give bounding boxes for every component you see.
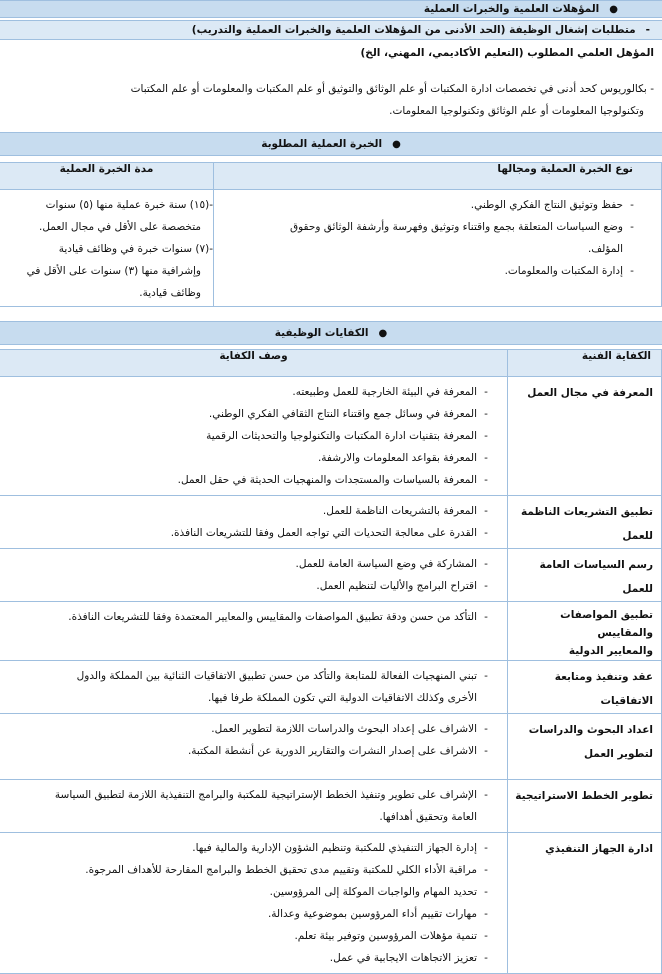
list-item: -إدارة المكتبات والمعلومات. bbox=[504, 265, 634, 277]
competency-row bbox=[0, 780, 662, 833]
experience-types-cell bbox=[214, 190, 662, 307]
competency-description bbox=[0, 549, 508, 602]
list-item: -التأكد من حسن ودقة تطبيق المواصفات والمقاييس والمعايير المعتمدة وفقا للتشريعات النافذة. bbox=[68, 611, 488, 623]
list-item: -المعرفة بالسياسات والمستجدات والمنهجيات الحديثة في حقل العمل. bbox=[177, 474, 488, 486]
list-item: -المعرفة بالتشريعات الناظمة للعمل. bbox=[322, 505, 488, 517]
competency-name: تطبيق التشريعات الناظمة للعمل bbox=[508, 496, 662, 549]
competency-row bbox=[0, 602, 662, 661]
list-item: -الاشراف على إصدار النشرات والتقارير الدورية عن أنشطة المكتبة. bbox=[187, 745, 488, 757]
competency-description bbox=[0, 602, 508, 661]
list-item: -اقتراح البرامج والأليات لتنظيم العمل. bbox=[316, 580, 488, 592]
qualification-label: المؤهل العلمي المطلوب (التعليم الأكاديمي، المهني، الخ) bbox=[360, 47, 654, 59]
list-item: -تحديد المهام والواجبات الموكلة إلى المرؤوسين. bbox=[269, 886, 488, 898]
list-item-continued: العامة وتحقيق أهدافها. bbox=[379, 811, 477, 823]
section-header-qualifications bbox=[0, 0, 662, 18]
column-header-experience-type: نوع الخبرة العملية ومجالها bbox=[214, 163, 662, 190]
list-item: -الاشراف على إعداد البحوث والدراسات اللازمة لتطوير العمل. bbox=[211, 723, 488, 735]
competency-description bbox=[0, 496, 508, 549]
duration-line: -(٧) سنوات خبرة في وظائف قيادية bbox=[58, 243, 213, 255]
competencies-table bbox=[0, 349, 662, 974]
competency-row bbox=[0, 661, 662, 714]
list-item: -الإشراف على تطوير وتنفيذ الخطط الإستراتيجية للمكتبة والبرامج التنفيذية اللازمة لتطبيق السياسة bbox=[54, 789, 488, 801]
competency-description bbox=[0, 661, 508, 714]
duration-line: -(١٥) سنة خبرة عملية منها (٥) سنوات bbox=[45, 199, 213, 211]
bullet-icon: ● bbox=[392, 138, 401, 150]
competency-row bbox=[0, 377, 662, 496]
competency-name: تطوير الخطط الاستراتيجية bbox=[508, 780, 662, 833]
list-item: -تبني المنهجيات الفعالة للمتابعة والتأكد من حسن تطبيق الاتفاقيات الثنائية بين المملكة والدول bbox=[76, 670, 488, 682]
list-item: -القدرة على معالجة التحديات التي تواجه العمل وفقا للتشريعات النافذة. bbox=[170, 527, 488, 539]
list-item: -مراقبة الأداء الكلي للمكتبة وتقييم مدى تحقيق الخطط والبرامج المقارحة للأهداف المرجوة. bbox=[85, 864, 488, 876]
competency-row bbox=[0, 714, 662, 780]
experience-duration-cell bbox=[0, 190, 214, 307]
column-header-description: وصف الكفاية bbox=[0, 350, 508, 377]
competency-name: ادارة الجهاز التنفيذي bbox=[508, 833, 662, 974]
competency-name: اعداد البحوث والدراسات لتطوير العمل bbox=[508, 714, 662, 780]
list-item: -تعزيز الاتجاهات الايجابية في عمل. bbox=[329, 952, 488, 964]
competency-name: تطبيق المواصفات والمقاييس والمعايير الدولية bbox=[508, 602, 662, 661]
list-item: -المعرفة في البيئة الخارجية للعمل وطبيعته. bbox=[292, 386, 488, 398]
competency-row bbox=[0, 496, 662, 549]
list-item: -المشاركة في وضع السياسة العامة للعمل. bbox=[295, 558, 488, 570]
list-item: -المعرفة بقواعد المعلومات والارشفة. bbox=[317, 452, 488, 464]
section-header-experience bbox=[0, 132, 662, 156]
duration-line: وظائف قيادية. bbox=[139, 287, 201, 299]
experience-table bbox=[0, 162, 662, 307]
list-item-continued: الأخرى وكذلك الاتفاقيات الدولية التي تكون المملكة طرفا فيها. bbox=[207, 692, 477, 704]
competency-description bbox=[0, 714, 508, 780]
qualification-text-line2: وتكنولوجيا المعلومات أو علم الوثائق وتكنولوجيا المعلومات. bbox=[389, 105, 644, 117]
competency-description bbox=[0, 780, 508, 833]
section-title: الخبرة العملية المطلوبة bbox=[261, 138, 383, 150]
subheader-text: متطلبات إشغال الوظيفة (الحد الأدنى من المؤهلات العلمية والخبرات العملية والتدريب) bbox=[191, 24, 636, 36]
competency-row bbox=[0, 549, 662, 602]
competency-description bbox=[0, 377, 508, 496]
list-item: -تنمية مؤهلات المرؤوسين وتوفير بيئة تعلم. bbox=[294, 930, 488, 942]
column-header-experience-duration: مدة الخبرة العملية bbox=[0, 163, 214, 190]
list-item-continued: المؤلف. bbox=[587, 243, 623, 255]
competency-description bbox=[0, 833, 508, 974]
list-item: -وضع السياسات المتعلقة بجمع واقتناء وتوثيق وفهرسة وأرشفة الوثائق وحقوق bbox=[289, 221, 634, 233]
column-header-competency: الكفاية الفنية bbox=[508, 350, 662, 377]
section-subheader-requirements bbox=[0, 20, 662, 40]
list-item: -إدارة الجهاز التنفيذي للمكتبة وتنظيم الشؤون الإدارية والمالية فيها. bbox=[192, 842, 488, 854]
dash-icon: - bbox=[645, 24, 650, 36]
duration-line: وإشرافية منها (٣) سنوات على الأقل في bbox=[26, 265, 201, 277]
duration-line: متخصصة على الأقل في مجال العمل. bbox=[38, 221, 201, 233]
list-item: -مهارات تقييم أداء المرؤوسين بموضوعية وعدالة. bbox=[267, 908, 488, 920]
competency-name: المعرفة في مجال العمل bbox=[508, 377, 662, 496]
section-title: المؤهلات العلمية والخبرات العملية bbox=[423, 3, 600, 15]
dash-icon: - bbox=[646, 83, 654, 95]
section-title: الكفايات الوظيفية bbox=[274, 327, 369, 339]
section-header-competencies bbox=[0, 321, 662, 345]
bullet-icon: ● bbox=[378, 327, 388, 339]
competency-row bbox=[0, 833, 662, 974]
qualification-block bbox=[0, 42, 662, 132]
list-item: -المعرفة في وسائل جمع واقتناء النتاج الثقافي الفكري الوطني. bbox=[208, 408, 488, 420]
list-item: -المعرفة بتقنيات ادارة المكتبات والتكنولوجيا والتحديثات الرقمية bbox=[206, 430, 488, 442]
competency-name: عقد وتنفيذ ومتابعة الاتفاقيات bbox=[508, 661, 662, 714]
competency-name: رسم السياسات العامة للعمل bbox=[508, 549, 662, 602]
bullet-icon: ● bbox=[609, 3, 618, 15]
list-item: -حفظ وتوثيق النتاج الفكري الوطني. bbox=[470, 199, 634, 211]
qualification-text-line1: - بكالوريوس كحد أدنى في تخصصات ادارة المكتبات أو علم الوثائق والتوثيق أو علم المكتبات والمعلومات أو علم المكتبات bbox=[130, 83, 654, 95]
